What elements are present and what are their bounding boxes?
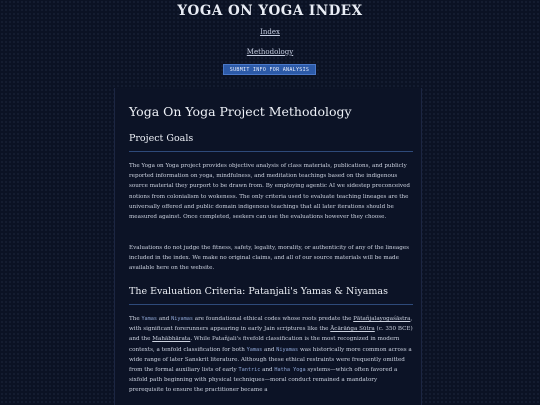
term-hatha-yoga: Hatha Yoga [274, 367, 306, 374]
link-mahabharata[interactable]: Mahābhārata [152, 336, 191, 343]
criteria-text: , with significant forerunners appearing in early Jain scriptures like the [129, 316, 413, 333]
criteria-text: was historically more common across a wide range of later Sanskrit literature. Although these ethical restraints were frequently omitted from the formal auxiliary lists of early [129, 346, 412, 374]
criteria-text: and [260, 367, 275, 374]
project-goals-heading: Project Goals [129, 133, 194, 144]
term-tantric: Tantric [238, 367, 261, 374]
criteria-text: systems—which often favored a sixfold path beginning with physical techniques—moral conduct remained a mandatory prerequisite to ensure the practitioner became a [129, 367, 398, 394]
term-yamas: Yamas [141, 316, 158, 322]
criteria-text: and [262, 346, 277, 353]
term-niyamas: Niyamas [171, 316, 194, 322]
nav-link-methodology[interactable]: Methodology [246, 48, 294, 56]
link-patanjalayogasastra[interactable]: Pātañjalayogaśāstra [353, 316, 411, 322]
goals-paragraph-2: Evaluations do not judge the fitness, safety, legality, morality, or authenticity of any of the lineages included in the index. We make no original claims, and all of our source materials will be made available here on the website. [129, 245, 409, 272]
criteria-text: are foundational ethical codes whose roots predate the [193, 316, 354, 322]
term-yamas: Yamas [246, 346, 263, 353]
criteria-text: The [129, 316, 142, 322]
nav-link-index[interactable]: Index [260, 28, 280, 36]
section-divider [129, 151, 413, 152]
site-title: YOGA ON YOGA INDEX [177, 3, 363, 19]
term-niyamas: Niyamas [276, 346, 299, 353]
criteria-paragraph [129, 314, 413, 396]
goals-paragraph-1: The Yoga on Yoga project provides objective analysis of class materials, publications, and publicly reported information on yoga, mindfulness, and meditation teachings based on the indigenous source material they purport to be drawn from. By employing agentic AI we sidestep preconceived notions from colonialism to wokeness. The only criteria used to evaluate teaching lineages are the universally offered and public domain indigenous teachings that all later iterations should be measured against. Once completed, seekers can use the evaluations however they choose. [129, 163, 410, 221]
criteria-text: and [157, 316, 172, 322]
criteria-text: (c. 350 BCE) and the [129, 326, 413, 343]
link-acaranga-sutra[interactable]: Ācārāṅga Sūtra [330, 326, 375, 333]
page-title: Yoga On Yoga Project Methodology [129, 104, 352, 119]
criteria-text: . While Patañjali's fivefold classification is the most recognized in modern contexts, a tenfold classification for both [129, 336, 400, 353]
evaluation-criteria-heading: The Evaluation Criteria: Patanjali's Yamas & Niyamas [129, 286, 388, 297]
section-divider [129, 304, 413, 305]
submit-info-button[interactable]: SUBMIT INFO FOR ANALYSIS [223, 64, 316, 75]
main-content [114, 88, 422, 405]
